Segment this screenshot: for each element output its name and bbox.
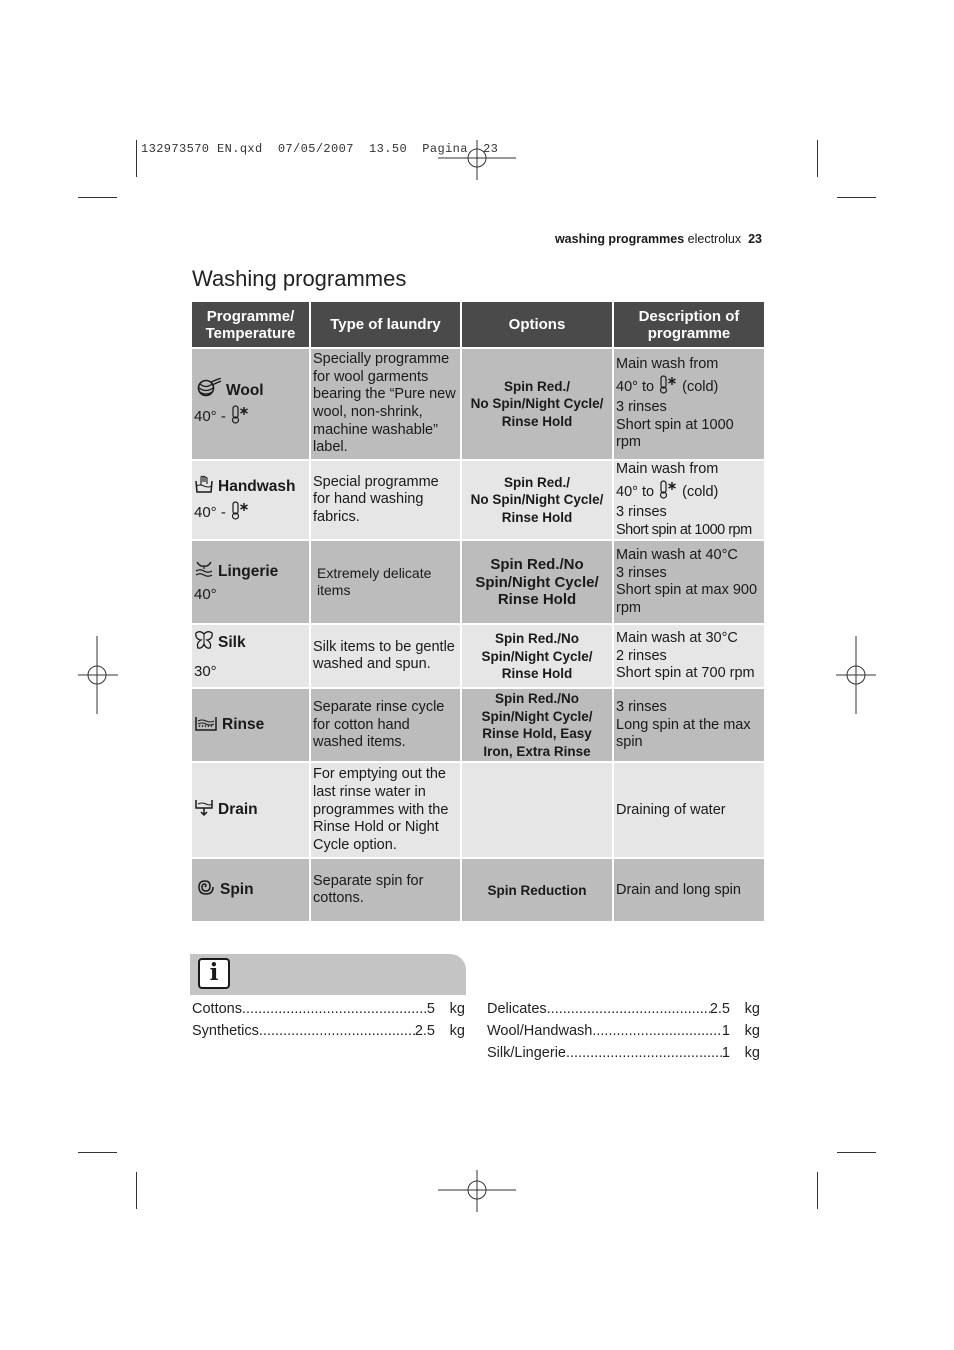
column-header: Programme/ Temperature xyxy=(191,301,310,348)
programmes-table xyxy=(190,300,766,923)
laundry-type-cell: Special programme for hand washing fabrics. xyxy=(310,460,461,540)
programme-name: Spin xyxy=(220,881,254,899)
table-row xyxy=(191,540,765,624)
cold-thermometer-icon xyxy=(230,500,250,526)
programme-cell xyxy=(191,624,310,688)
slug-pagina-label: Pagina xyxy=(422,142,468,156)
running-head-brand: electrolux xyxy=(687,232,742,246)
registration-mark-left xyxy=(78,636,118,714)
table-row xyxy=(191,348,765,460)
crop-mark xyxy=(136,1172,137,1209)
crop-mark xyxy=(78,197,117,198)
options-cell: Spin Red./ No Spin/Night Cycle/ Rinse Hold xyxy=(461,348,613,460)
slug-file: 132973570 EN.qxd xyxy=(141,142,263,156)
page-number: 23 xyxy=(748,232,762,246)
description-cell: Main wash at 30°C 2 rinses Short spin at 700 rpm xyxy=(613,624,765,688)
programme-cell xyxy=(191,540,310,624)
laundry-type-cell: Separate rinse cycle for cotton hand washed items. xyxy=(310,688,461,762)
description-cell: Drain and long spin xyxy=(613,858,765,922)
info-note-bar xyxy=(190,954,466,995)
page-title: Washing programmes xyxy=(192,266,407,291)
cold-thermometer-icon xyxy=(658,479,678,505)
table-row xyxy=(191,762,765,858)
description-cell: Main wash from 40° to (cold) 3 rinses Short spin at 1000 rpm xyxy=(613,348,765,460)
description-cell: Main wash at 40°C 3 rinses Short spin at max 900 rpm xyxy=(613,540,765,624)
max-load-list-right xyxy=(487,998,760,1064)
crop-mark xyxy=(136,140,137,177)
slug-date: 07/05/2007 xyxy=(277,142,354,156)
description-cell: Main wash from 40° to (cold) 3 rinses Short spin at 1000 rpm xyxy=(613,460,765,540)
rinse-icon xyxy=(194,712,218,738)
table-row xyxy=(191,858,765,922)
crop-mark xyxy=(837,1152,876,1153)
spin-icon xyxy=(194,876,216,904)
list-item: Silk/Lingerie ..... 1 kg xyxy=(487,1042,760,1064)
column-header: Options xyxy=(461,301,613,348)
registration-mark-right xyxy=(836,636,876,714)
programme-temperature: 40° - xyxy=(194,404,307,430)
options-cell: Spin Red./ No Spin/Night Cycle/ Rinse Hold xyxy=(461,460,613,540)
laundry-type-cell: Extremely delicate items xyxy=(310,540,461,624)
programme-cell xyxy=(191,688,310,762)
table-row xyxy=(191,688,765,762)
options-cell: Spin Red./No Spin/Night Cycle/ Rinse Hold, Easy Iron, Extra Rinse xyxy=(461,688,613,762)
registration-mark-bottom xyxy=(438,1170,516,1212)
programme-cell xyxy=(191,858,310,922)
options-cell: Spin Red./No Spin/Night Cycle/ Rinse Hold xyxy=(461,540,613,624)
laundry-type-cell: Specially programme for wool garments bearing the “Pure new wool, non-shrink, machine washable” label. xyxy=(310,348,461,460)
max-load-list-left xyxy=(192,998,465,1042)
programme-name: Drain xyxy=(218,801,258,819)
list-item: Delicates ..... 2.5 kg xyxy=(487,998,760,1020)
silk-icon xyxy=(194,630,214,656)
list-item: Synthetics ..... 2.5 kg xyxy=(192,1020,465,1042)
laundry-type-cell: Silk items to be gentle washed and spun. xyxy=(310,624,461,688)
options-cell: Spin Red./No Spin/Night Cycle/ Rinse Hold xyxy=(461,624,613,688)
info-icon: i xyxy=(198,958,230,989)
programme-name: Handwash xyxy=(218,478,296,496)
laundry-type-cell: Separate spin for cottons. xyxy=(310,858,461,922)
programme-cell xyxy=(191,762,310,858)
lingerie-icon xyxy=(194,559,214,585)
cold-thermometer-icon xyxy=(230,404,250,430)
programme-temperature: 40° xyxy=(194,586,217,604)
crop-mark xyxy=(817,1172,818,1209)
column-header: Description of programme xyxy=(613,301,765,348)
options-cell xyxy=(461,762,613,858)
laundry-type-cell: For emptying out the last rinse water in programmes with the Rinse Hold or Night Cycle option. xyxy=(310,762,461,858)
cold-thermometer-icon xyxy=(658,374,678,400)
wool-icon xyxy=(194,378,222,404)
programme-name: Wool xyxy=(226,381,264,399)
crop-mark xyxy=(78,1152,117,1153)
table-row xyxy=(191,460,765,540)
slug-pagina-number: 23 xyxy=(483,142,499,156)
list-item: Cottons ..... 5 kg xyxy=(192,998,465,1020)
registration-mark-top xyxy=(438,140,516,180)
programme-name: Lingerie xyxy=(218,563,279,581)
description-cell: Draining of water xyxy=(613,762,765,858)
programme-name: Rinse xyxy=(222,716,265,734)
crop-mark xyxy=(817,140,818,177)
drain-icon xyxy=(194,797,214,823)
table-header-row xyxy=(191,301,765,348)
list-item: Wool/Handwash ..... 1 kg xyxy=(487,1020,760,1042)
options-cell: Spin Reduction xyxy=(461,858,613,922)
programme-temperature: 40° - xyxy=(194,500,307,526)
programme-name: Silk xyxy=(218,634,246,652)
handwash-icon xyxy=(194,474,214,500)
column-header: Type of laundry xyxy=(310,301,461,348)
description-cell: 3 rinses Long spin at the max spin xyxy=(613,688,765,762)
running-head xyxy=(555,232,762,246)
running-head-section: washing programmes xyxy=(554,232,685,246)
crop-mark xyxy=(837,197,876,198)
programme-cell xyxy=(191,348,310,460)
slug-time: 13.50 xyxy=(369,142,408,156)
programme-temperature: 30° xyxy=(194,663,217,681)
table-row xyxy=(191,624,765,688)
programme-cell xyxy=(191,460,310,540)
